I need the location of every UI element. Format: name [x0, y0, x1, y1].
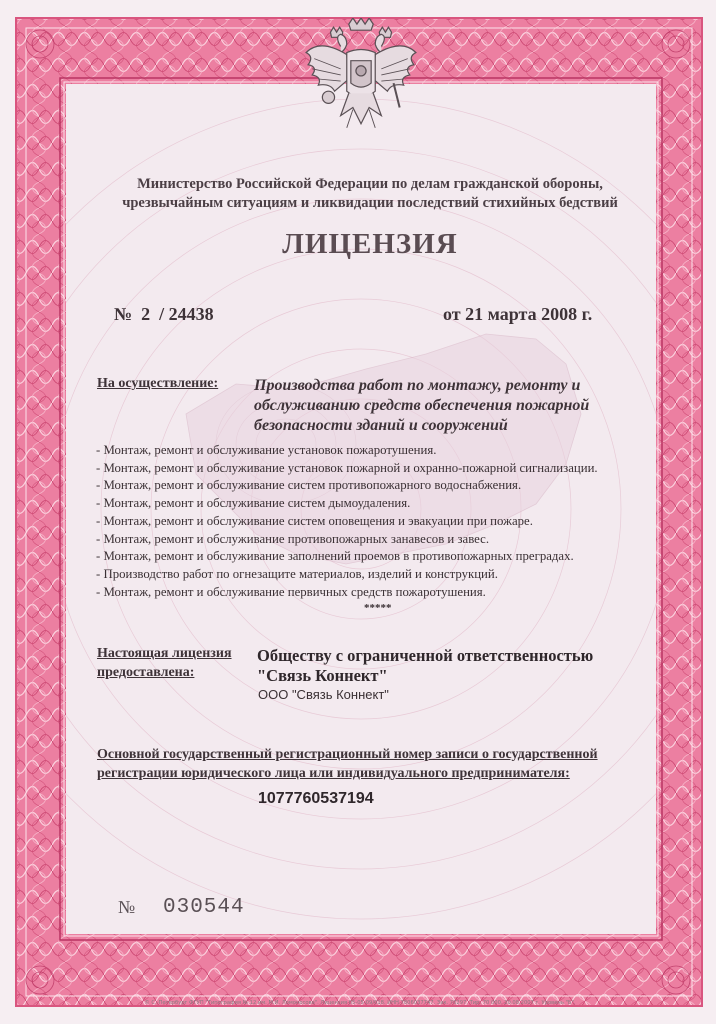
activity-title: [254, 376, 646, 436]
activity-title-line-3: безопасности зданий и сооружений: [254, 417, 508, 434]
organization-full-name-line-1: Обществу с ограниченной ответственностью: [257, 646, 594, 665]
activity-label: На осуществление:: [97, 376, 219, 391]
list-item: - Производство работ по огнезащите материалов, изделий и конструкций.: [96, 566, 498, 581]
organization-full-name: [257, 646, 647, 686]
grantee-label: [97, 644, 232, 682]
ogrn-label-line-1: Основной государственный регистрационный номер записи о государственной: [97, 747, 598, 762]
document-title: ЛИЦЕНЗИЯ: [282, 228, 458, 260]
printer-imprint: © С.-Петербург ФГУП "Типография № 12 им. М.И. Ломоносова". Лицензия 05-05-09/018. ИНН 7806037747. Зак. 70297. Тир. 70 000. 20.08.2007 г. Уровень "Б".: [144, 1000, 576, 1006]
serial-number-sign: №: [118, 897, 136, 917]
activity-title-line-2: обслуживанию средств обеспечения пожарной: [254, 397, 590, 414]
list-item: - Монтаж, ремонт и обслуживание установок пожаротушения.: [96, 443, 437, 457]
activity-title-line-1: Производства работ по монтажу, ремонту и: [254, 377, 581, 394]
ministry-header: [90, 175, 650, 213]
serial-number: 030544: [163, 896, 245, 919]
ogrn-label: [97, 745, 642, 783]
license-number: № 2 / 24438: [114, 304, 214, 324]
list-item: - Монтаж, ремонт и обслуживание заполнений проемов в противопожарных преградах.: [96, 549, 574, 564]
ogrn-label-line-2: регистрации юридического лица или индивидуального предпринимателя:: [97, 766, 570, 781]
organization-full-name-line-2: "Связь Коннект": [257, 666, 388, 685]
coat-of-arms-emblem: [300, 18, 422, 140]
list-item: - Монтаж, ремонт и обслуживание противопожарных занавесов и завес.: [96, 531, 490, 546]
works-list: [96, 442, 656, 601]
list-item: - Монтаж, ремонт и обслуживание первичных средств пожаротушения.: [96, 584, 486, 599]
list-item: - Монтаж, ремонт и обслуживание систем дымоудаления.: [96, 496, 411, 511]
list-item: - Монтаж, ремонт и обслуживание установок пожарной и охранно-пожарной сигнализации.: [96, 460, 598, 475]
ministry-line-1: Министерство Российской Федерации по делам гражданской обороны,: [137, 176, 603, 192]
ministry-line-2: чрезвычайным ситуациям и ликвидации последствий стихийных бедствий: [122, 195, 618, 211]
ogrn-value: 1077760537194: [258, 790, 374, 807]
grantee-label-line-1: Настоящая лицензия: [97, 646, 232, 661]
list-item: - Монтаж, ремонт и обслуживание систем противопожарного водоснабжения.: [96, 478, 522, 493]
organization-short-name: ООО "Связь Коннект": [258, 687, 389, 702]
list-item: - Монтаж, ремонт и обслуживание систем оповещения и эвакуации при пожаре.: [96, 513, 533, 528]
license-date: от 21 марта 2008 г.: [443, 304, 593, 324]
grantee-label-line-2: предоставлена:: [97, 665, 195, 680]
list-end-stars: *****: [364, 602, 392, 614]
